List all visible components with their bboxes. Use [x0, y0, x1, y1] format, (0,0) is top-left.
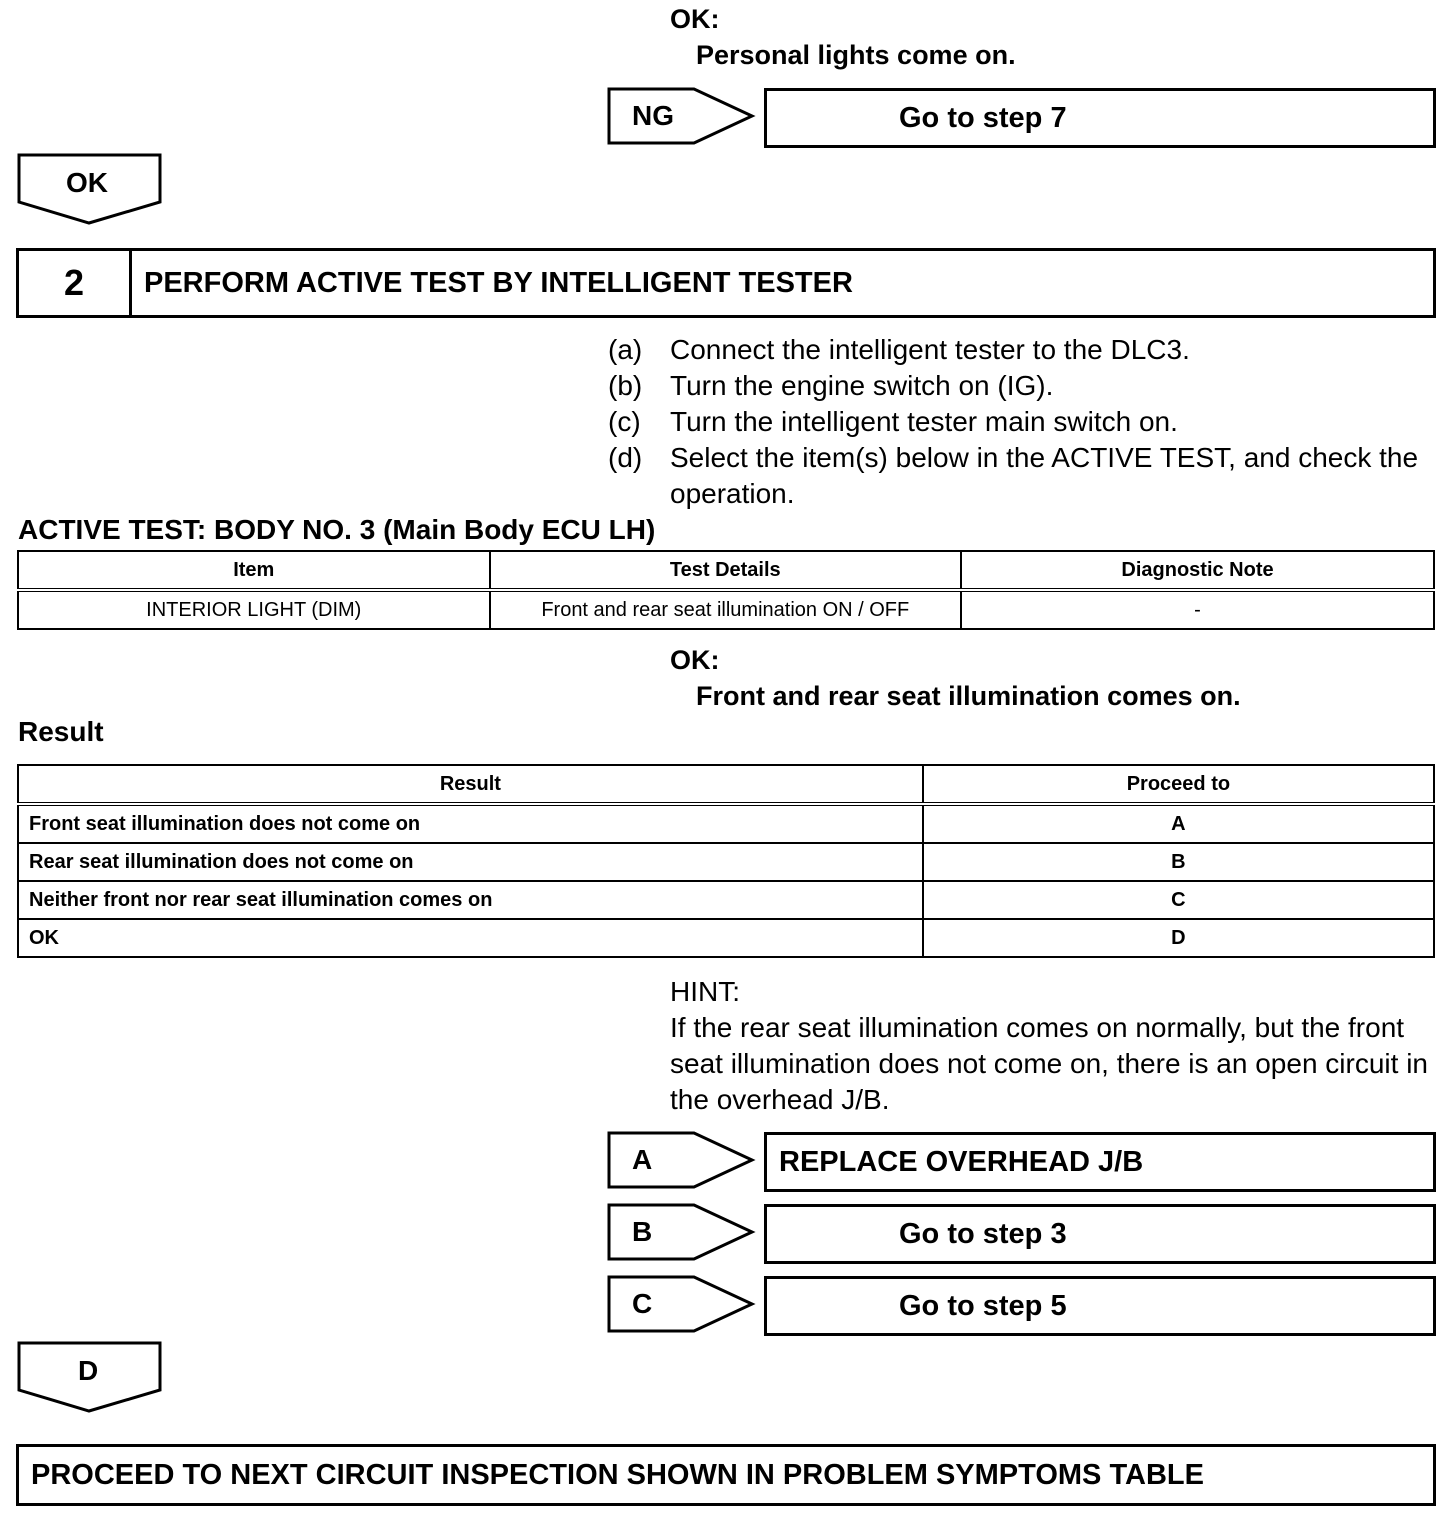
step-number: 2 [19, 251, 132, 315]
instruction-text: Turn the engine switch on (IG). [670, 370, 1054, 401]
branch-b-arrow-tag [606, 1202, 758, 1262]
hint-text: If the rear seat illumination comes on normally, but the front seat illumination does not come on, there is an open circuit in the overhead J/B. [670, 1012, 1428, 1115]
table-cell: - [961, 590, 1434, 629]
table-cell: Front seat illumination does not come on [18, 804, 923, 843]
instruction-text: Turn the intelligent tester main switch on. [670, 406, 1178, 437]
ng-arrow-tag [606, 86, 758, 146]
instruction-item [608, 440, 1438, 512]
table-cell: D [923, 919, 1434, 957]
instruction-list [608, 332, 1438, 512]
instruction-item [608, 368, 1438, 404]
table-header-item: Item [18, 551, 490, 590]
table-cell: Rear seat illumination does not come on [18, 843, 923, 881]
branch-a-destination-box[interactable] [764, 1132, 1436, 1192]
ng-destination-box[interactable] [764, 88, 1436, 148]
result-table [17, 764, 1435, 958]
instruction-item [608, 404, 1438, 440]
active-test-table [17, 550, 1435, 630]
table-cell: C [923, 881, 1434, 919]
table-cell: Neither front nor rear seat illumination comes on [18, 881, 923, 919]
table-cell: Front and rear seat illumination ON / OFF [490, 590, 962, 629]
ok-criteria-label: OK: [670, 4, 720, 34]
ng-destination-text: Go to step 7 [899, 101, 1067, 134]
branch-c-destination-text: Go to step 5 [899, 1289, 1067, 1322]
ok-criteria-text: Personal lights come on. [696, 40, 1016, 70]
step-header [16, 248, 1436, 318]
d-arrow-label: D [78, 1355, 99, 1386]
branch-c-label: C [632, 1288, 653, 1319]
table-header-diagnostic-note: Diagnostic Note [961, 551, 1434, 590]
hint-label: HINT: [670, 976, 740, 1007]
table-header-proceed-to: Proceed to [923, 765, 1434, 804]
table-header-row [18, 765, 1434, 804]
d-down-arrow [16, 1340, 164, 1414]
ok-criteria-text: Front and rear seat illumination comes on. [696, 681, 1241, 711]
instruction-text: Select the item(s) below in the ACTIVE TEST, and check the operation. [670, 442, 1419, 509]
ok-criteria-label: OK: [670, 645, 720, 675]
final-action-box[interactable] [16, 1444, 1436, 1506]
instruction-label: (c) [608, 406, 641, 437]
branch-a-arrow-tag [606, 1130, 758, 1190]
ok-down-arrow [16, 152, 164, 226]
table-header-result: Result [18, 765, 923, 804]
instruction-label: (b) [608, 370, 643, 401]
table-cell: B [923, 843, 1434, 881]
instruction-label: (d) [608, 442, 643, 473]
table-row [18, 881, 1434, 919]
table-header-row [18, 551, 1434, 590]
branch-c-destination-box[interactable] [764, 1276, 1436, 1336]
table-row [18, 843, 1434, 881]
branch-b-destination-text: Go to step 3 [899, 1217, 1067, 1250]
table-cell: A [923, 804, 1434, 843]
table-header-test-details: Test Details [490, 551, 962, 590]
table-cell: OK [18, 919, 923, 957]
branch-b-destination-box[interactable] [764, 1204, 1436, 1264]
result-title: Result [18, 716, 104, 747]
table-row [18, 804, 1434, 843]
table-row [18, 590, 1434, 629]
ng-label: NG [632, 100, 674, 131]
active-test-title: ACTIVE TEST: BODY NO. 3 (Main Body ECU LH) [18, 514, 656, 545]
step-title: PERFORM ACTIVE TEST BY INTELLIGENT TESTER [144, 266, 853, 299]
branch-b-label: B [632, 1216, 653, 1247]
ok-arrow-label: OK [66, 167, 108, 198]
instruction-text: Connect the intelligent tester to the DLC3. [670, 334, 1190, 365]
final-action-text: PROCEED TO NEXT CIRCUIT INSPECTION SHOWN IN PROBLEM SYMPTOMS TABLE [31, 1458, 1204, 1491]
branch-a-label: A [632, 1144, 653, 1175]
table-row [18, 919, 1434, 957]
table-cell: INTERIOR LIGHT (DIM) [18, 590, 490, 629]
branch-a-destination-text: REPLACE OVERHEAD J/B [779, 1145, 1144, 1178]
instruction-label: (a) [608, 334, 643, 365]
branch-c-arrow-tag [606, 1274, 758, 1334]
instruction-item [608, 332, 1438, 368]
